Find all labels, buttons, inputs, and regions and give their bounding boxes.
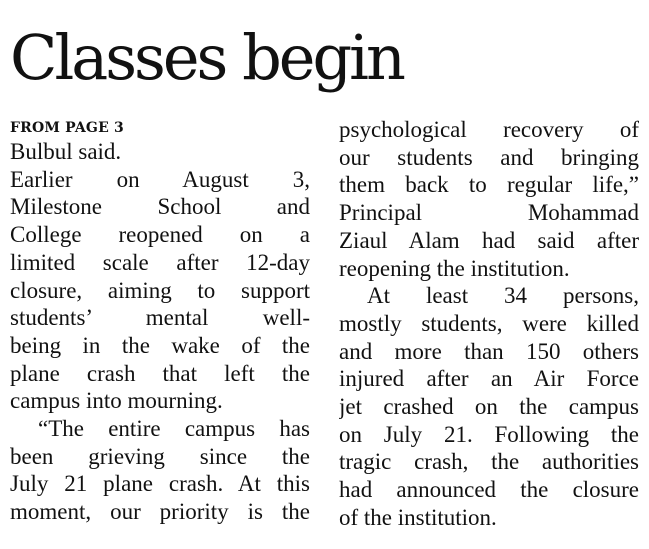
text-line: injured after an Air Force xyxy=(339,366,639,392)
text-line: jet crashed on the campus xyxy=(339,394,639,420)
text-line: closure, aiming to support xyxy=(10,277,310,303)
text-line: students’ mental well- xyxy=(10,305,310,331)
text-line: mostly students, were killed xyxy=(339,310,639,336)
headline: Classes begin xyxy=(10,21,403,94)
text-line: our students and bringing xyxy=(339,144,639,170)
text-line: Earlier on August 3, xyxy=(10,166,310,192)
text-line: being in the wake of the xyxy=(10,332,310,358)
text-line: Bulbul said. xyxy=(10,139,122,164)
article-column-right xyxy=(339,116,639,532)
text-line: them back to regular life,” xyxy=(339,172,639,198)
text-line: Ziaul Alam had said after xyxy=(339,227,639,253)
text-line: and more than 150 others xyxy=(339,338,639,364)
text-line: plane crash that left the xyxy=(10,360,310,386)
text-line: At least 34 persons, xyxy=(367,283,639,309)
text-line: Milestone School and xyxy=(10,194,310,220)
text-line: had announced the closure xyxy=(339,477,639,503)
text-line: psychological recovery of xyxy=(339,117,639,142)
text-line: campus into mourning. xyxy=(10,388,223,414)
text-line: College reopened on a xyxy=(10,222,310,248)
text-line: “The entire campus has xyxy=(38,416,310,442)
right-column-text xyxy=(339,116,639,532)
text-line: limited scale after 12-day xyxy=(10,249,310,275)
text-line: moment, our priority is the xyxy=(10,499,310,525)
text-line: July 21 plane crash. At this xyxy=(10,471,310,497)
continued-from-label: FROM PAGE 3 xyxy=(10,120,124,136)
left-column-text xyxy=(10,138,310,526)
text-line: tragic crash, the authorities xyxy=(339,449,639,475)
text-line: been grieving since the xyxy=(10,443,310,469)
article-column-left xyxy=(10,118,310,526)
text-line: of the institution. xyxy=(339,504,497,530)
text-line: reopening the institution. xyxy=(339,255,570,281)
text-line: Principal Mohammad xyxy=(339,200,639,226)
text-line: on July 21. Following the xyxy=(339,421,639,447)
